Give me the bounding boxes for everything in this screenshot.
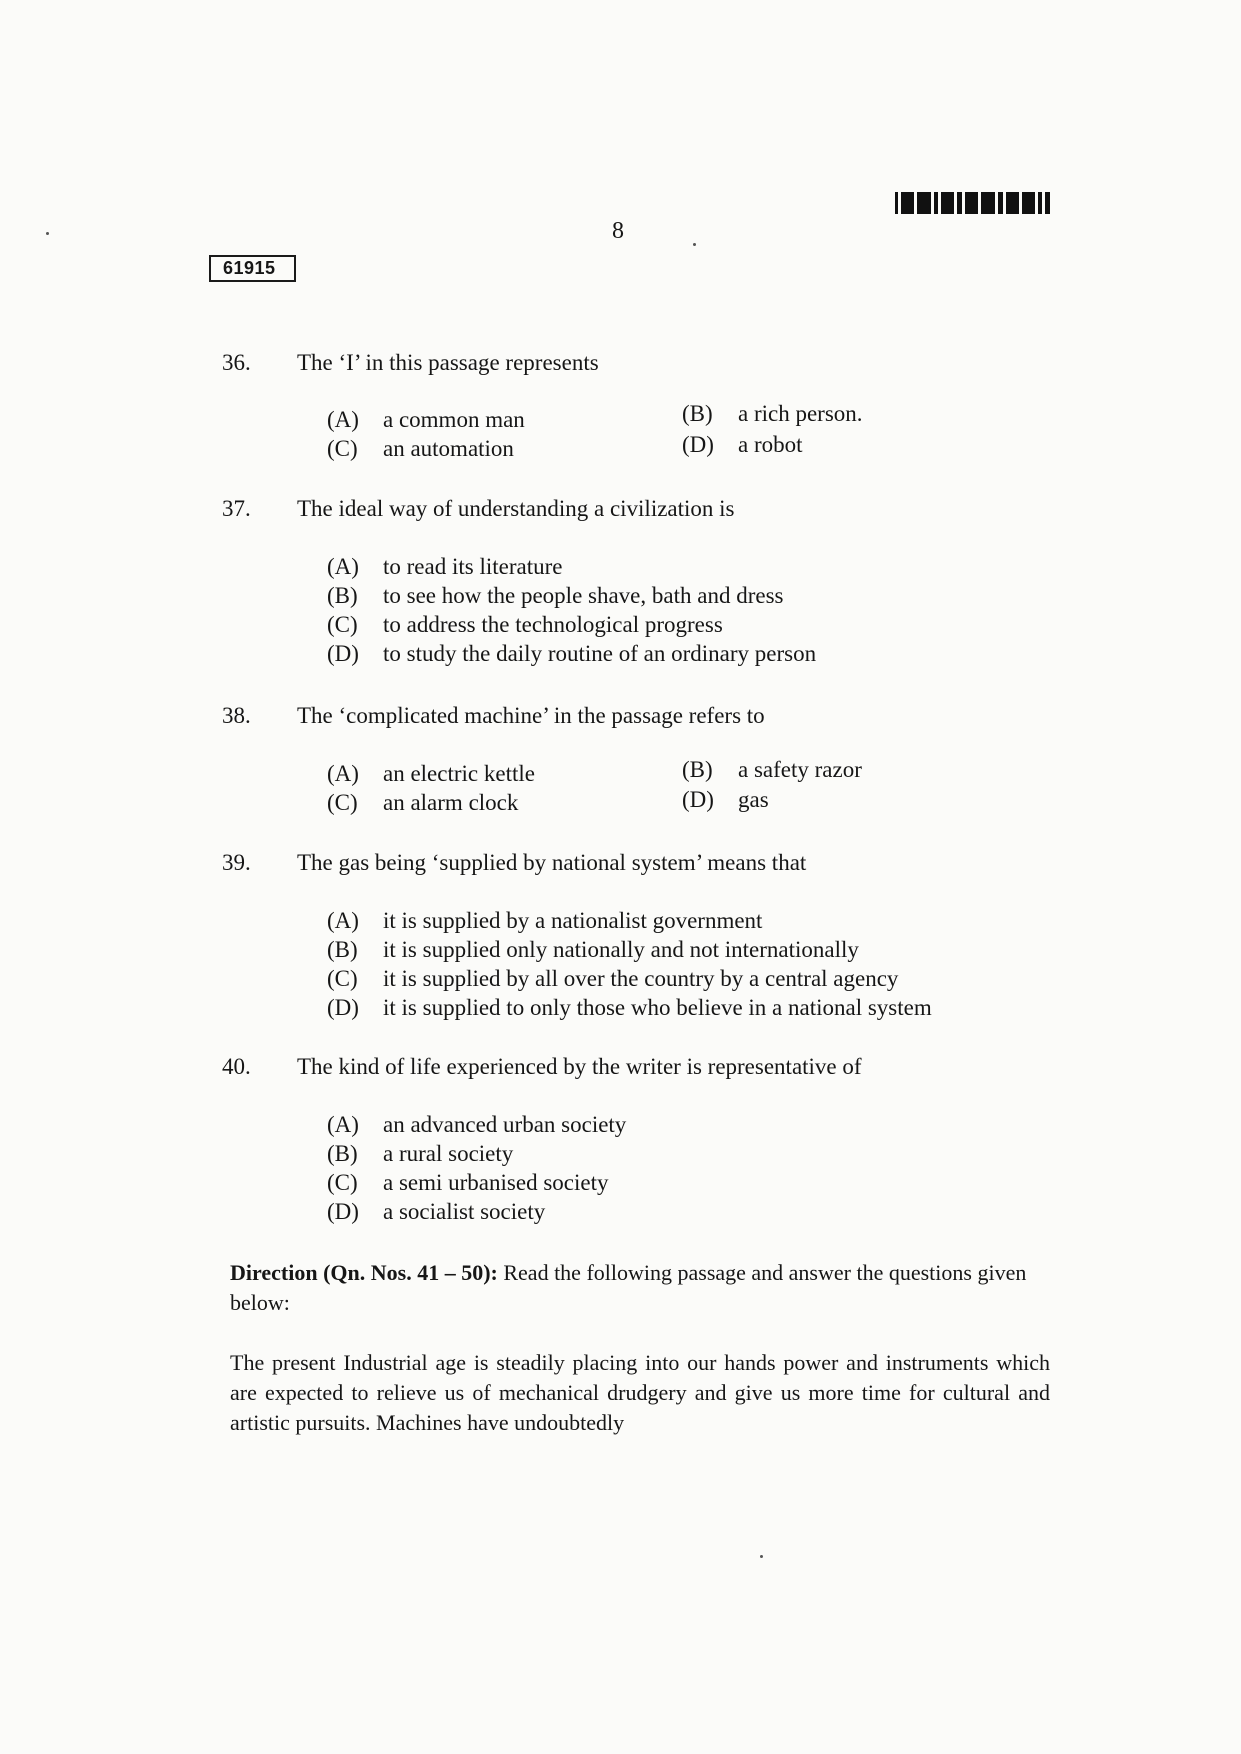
option-c: (C) an automation	[327, 436, 514, 461]
option-b: (B) a safety razor	[682, 757, 862, 782]
option-a: (A) it is supplied by a nationalist government	[327, 908, 763, 933]
paper-code-box: 61915	[209, 255, 296, 282]
option-a: (A) an advanced urban society	[327, 1112, 627, 1137]
question-text: The ideal way of understanding a civilization is	[297, 496, 735, 521]
scan-speck	[693, 243, 696, 246]
option-d: (D) to study the daily routine of an ordinary person	[327, 641, 817, 666]
option-a: (A) an electric kettle	[327, 761, 535, 786]
direction-instruction	[230, 1258, 1050, 1318]
option-d: (D) a socialist society	[327, 1199, 546, 1224]
option-c: (C) an alarm clock	[327, 790, 519, 815]
direction-text: Read the following passage and answer the questions given below:	[230, 1260, 1027, 1315]
question-text: The gas being ‘supplied by national system’ means that	[297, 850, 807, 875]
question-text: The ‘complicated machine’ in the passage refers to	[297, 703, 765, 728]
question-number: 37.	[222, 496, 251, 521]
option-b: (B) a rural society	[327, 1141, 514, 1166]
option-c: (C) a semi urbanised society	[327, 1170, 609, 1195]
option-a: (A) to read its literature	[327, 554, 563, 579]
option-b: (B) to see how the people shave, bath and dress	[327, 583, 784, 608]
question-number: 39.	[222, 850, 251, 875]
scan-speck	[760, 1555, 763, 1558]
option-c: (C) to address the technological progress	[327, 612, 723, 637]
scan-speck	[46, 232, 49, 235]
option-d: (D) it is supplied to only those who believe in a national system	[327, 995, 932, 1020]
direction-label: Direction (Qn. Nos. 41 – 50):	[230, 1260, 498, 1285]
option-c: (C) it is supplied by all over the country by a central agency	[327, 966, 899, 991]
question-number: 38.	[222, 703, 251, 728]
question-text: The kind of life experienced by the writer is representative of	[297, 1054, 862, 1079]
question-number: 36.	[222, 350, 251, 375]
question-text: The ‘I’ in this passage represents	[297, 350, 599, 375]
reading-passage: The present Industrial age is steadily placing into our hands power and instruments which are expected to relieve us of mechanical drudgery and give us more time for cultural and artistic pursuits. Machines have undoubtedly	[230, 1350, 1050, 1435]
question-number: 40.	[222, 1054, 251, 1079]
option-d: (D) gas	[682, 787, 769, 812]
option-b: (B) a rich person.	[682, 401, 863, 426]
barcode	[895, 190, 1050, 216]
option-d: (D) a robot	[682, 432, 803, 457]
page-number: 8	[612, 218, 624, 244]
option-a: (A) a common man	[327, 407, 525, 432]
option-b: (B) it is supplied only nationally and not internationally	[327, 937, 859, 962]
